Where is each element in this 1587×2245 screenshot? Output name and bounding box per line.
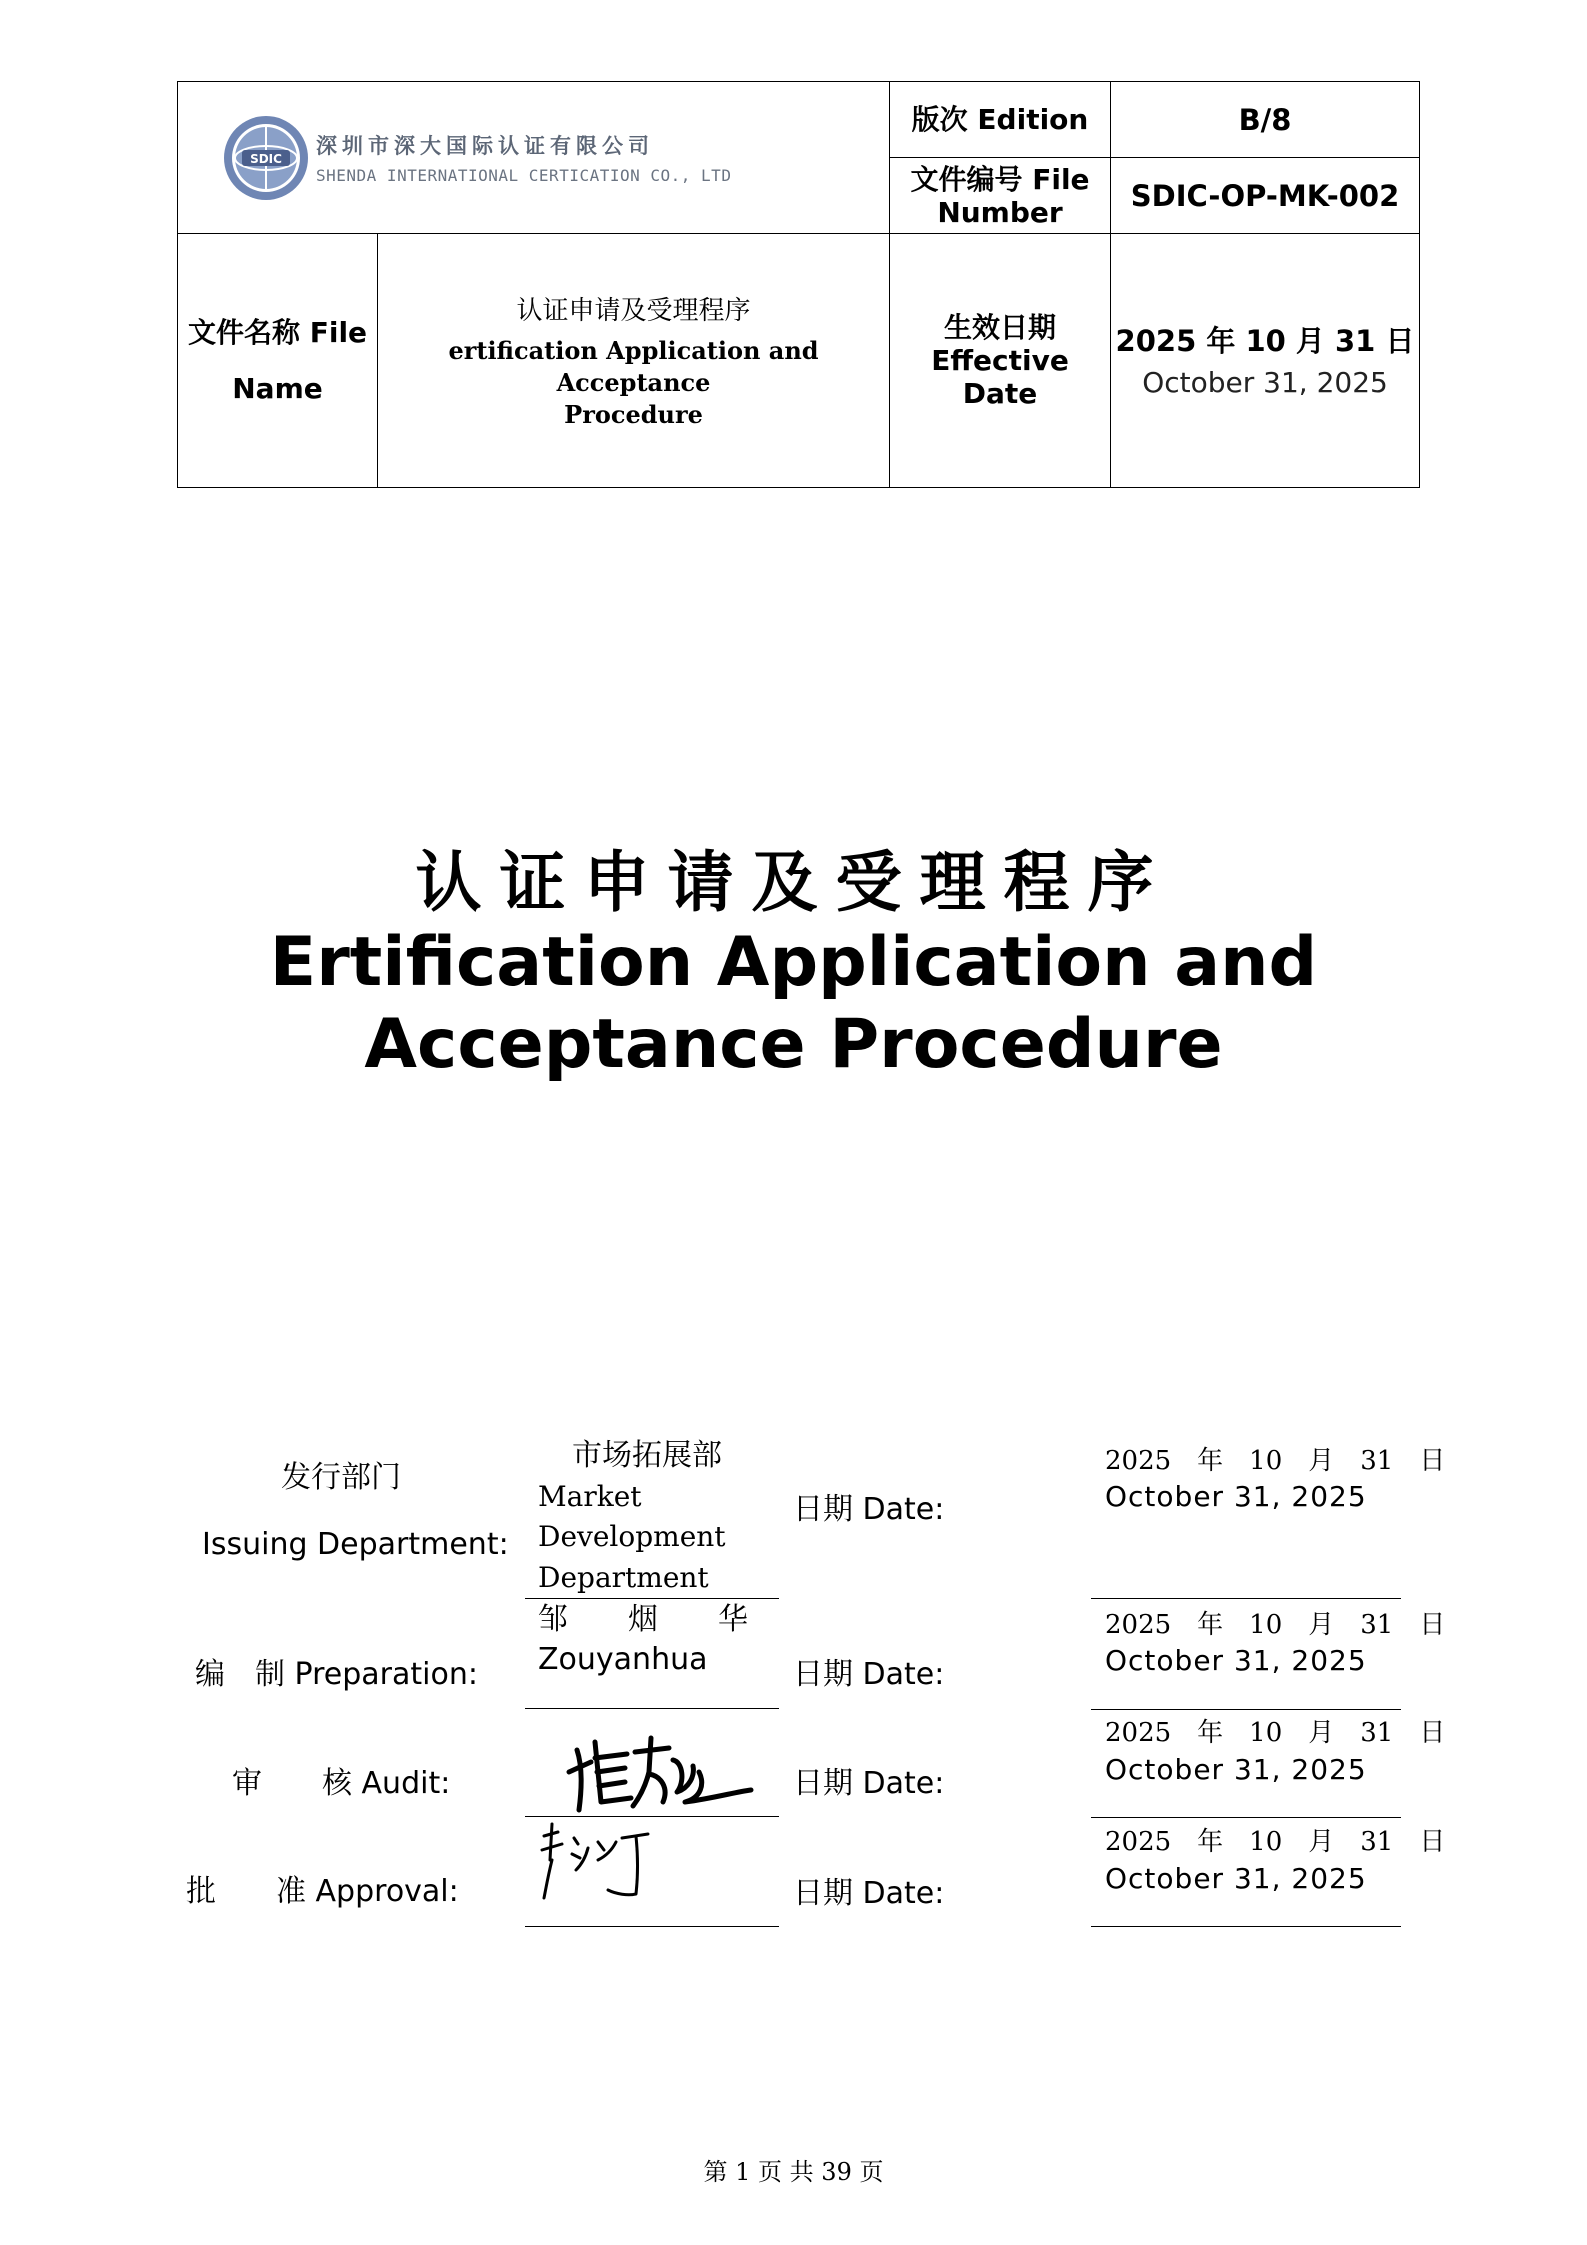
preparation-value-cn: 邹 烟 华 xyxy=(538,1602,748,1637)
approval-value-rule xyxy=(525,1926,779,1927)
file-number-label-line1: 文件编号 File xyxy=(910,162,1090,196)
file-number-label-cell xyxy=(890,158,1111,234)
effective-date-cn: 2025 年 10 月 31 日 xyxy=(1115,323,1415,358)
file-name-label-line1: 文件名称 File xyxy=(187,315,368,349)
edition-value-cell xyxy=(1111,82,1420,158)
company-name-cn: 深圳市深大国际认证有限公司 xyxy=(316,133,654,158)
approval-signature-icon xyxy=(538,1820,658,1902)
audit-date-rule xyxy=(1091,1817,1401,1818)
issuing-date-rule xyxy=(1091,1598,1401,1599)
effective-label-line3: Date xyxy=(962,377,1038,410)
audit-date-en: October 31, 2025 xyxy=(1105,1753,1367,1786)
edition-value: B/8 xyxy=(1238,102,1292,137)
file-name-value-cell xyxy=(378,234,890,488)
issuing-value-rule xyxy=(525,1598,779,1599)
effective-label-cell xyxy=(890,234,1111,488)
preparation-date-label: 日期 Date: xyxy=(793,1657,945,1692)
issuing-value-en-line3: Department xyxy=(538,1561,709,1594)
effective-label-line2: Effective xyxy=(931,344,1069,377)
audit-value-rule xyxy=(525,1816,779,1817)
preparation-value-rule xyxy=(525,1708,779,1709)
document-title-en-line1: Ertification Application and xyxy=(269,923,1318,1002)
issuing-date-cn: 2025 年 10 月 31 日 xyxy=(1105,1446,1446,1476)
document-title-cn: 认证申请及受理程序 xyxy=(415,844,1172,921)
audit-label: 审 核 Audit: xyxy=(232,1766,451,1801)
preparation-date-cn: 2025 年 10 月 31 日 xyxy=(1105,1610,1446,1640)
file-number-value: SDIC-OP-MK-002 xyxy=(1130,178,1400,213)
company-logo-cell xyxy=(178,82,890,234)
issuing-label-en: Issuing Department: xyxy=(202,1527,509,1562)
preparation-value-en: Zouyanhua xyxy=(538,1642,708,1677)
effective-label-line1: 生效日期 xyxy=(944,311,1057,344)
preparation-date-en: October 31, 2025 xyxy=(1105,1644,1367,1677)
issuing-date-label: 日期 Date: xyxy=(793,1492,945,1527)
file-name-en-line2: Procedure xyxy=(564,399,703,429)
approval-label: 批 准 Approval: xyxy=(186,1874,459,1909)
preparation-date-rule xyxy=(1091,1709,1401,1710)
file-name-cn: 认证申请及受理程序 xyxy=(516,295,751,326)
approval-date-label: 日期 Date: xyxy=(793,1876,945,1911)
document-title-en-line2: Acceptance Procedure xyxy=(364,1005,1223,1084)
approval-date-en: October 31, 2025 xyxy=(1105,1862,1367,1895)
file-number-label-line2: Number xyxy=(937,195,1063,229)
issuing-label-cn: 发行部门 xyxy=(281,1460,401,1495)
approval-date-rule xyxy=(1091,1926,1401,1927)
file-name-en-line1: ertification Application and Acceptance xyxy=(448,335,819,397)
file-name-label-line2: Name xyxy=(232,371,323,405)
company-name-en: SHENDA INTERNATIONAL CERTICATION CO., LTD xyxy=(316,166,732,185)
effective-value-cell xyxy=(1111,234,1420,488)
approval-date-cn: 2025 年 10 月 31 日 xyxy=(1105,1827,1446,1857)
effective-date-en: October 31, 2025 xyxy=(1142,365,1388,399)
file-name-label-cell xyxy=(178,234,378,488)
audit-date-label: 日期 Date: xyxy=(793,1766,945,1801)
edition-label-cell xyxy=(890,82,1111,158)
issuing-date-en: October 31, 2025 xyxy=(1105,1480,1367,1513)
logo-mark-text: SDIC xyxy=(250,151,282,166)
document-header-table xyxy=(177,81,1420,488)
issuing-value-en-line1: Market xyxy=(538,1480,642,1513)
issuing-value-cn: 市场拓展部 xyxy=(572,1438,722,1473)
page-number-footer: 第 1 页 共 39 页 xyxy=(703,2158,884,2186)
file-number-value-cell xyxy=(1111,158,1420,234)
edition-label: 版次 Edition xyxy=(911,103,1089,136)
issuing-value-en-line2: Development xyxy=(538,1520,726,1553)
audit-date-cn: 2025 年 10 月 31 日 xyxy=(1105,1718,1446,1748)
company-logo-icon xyxy=(222,114,310,202)
preparation-label: 编 制 Preparation: xyxy=(195,1657,478,1692)
audit-signature-icon xyxy=(565,1732,755,1818)
